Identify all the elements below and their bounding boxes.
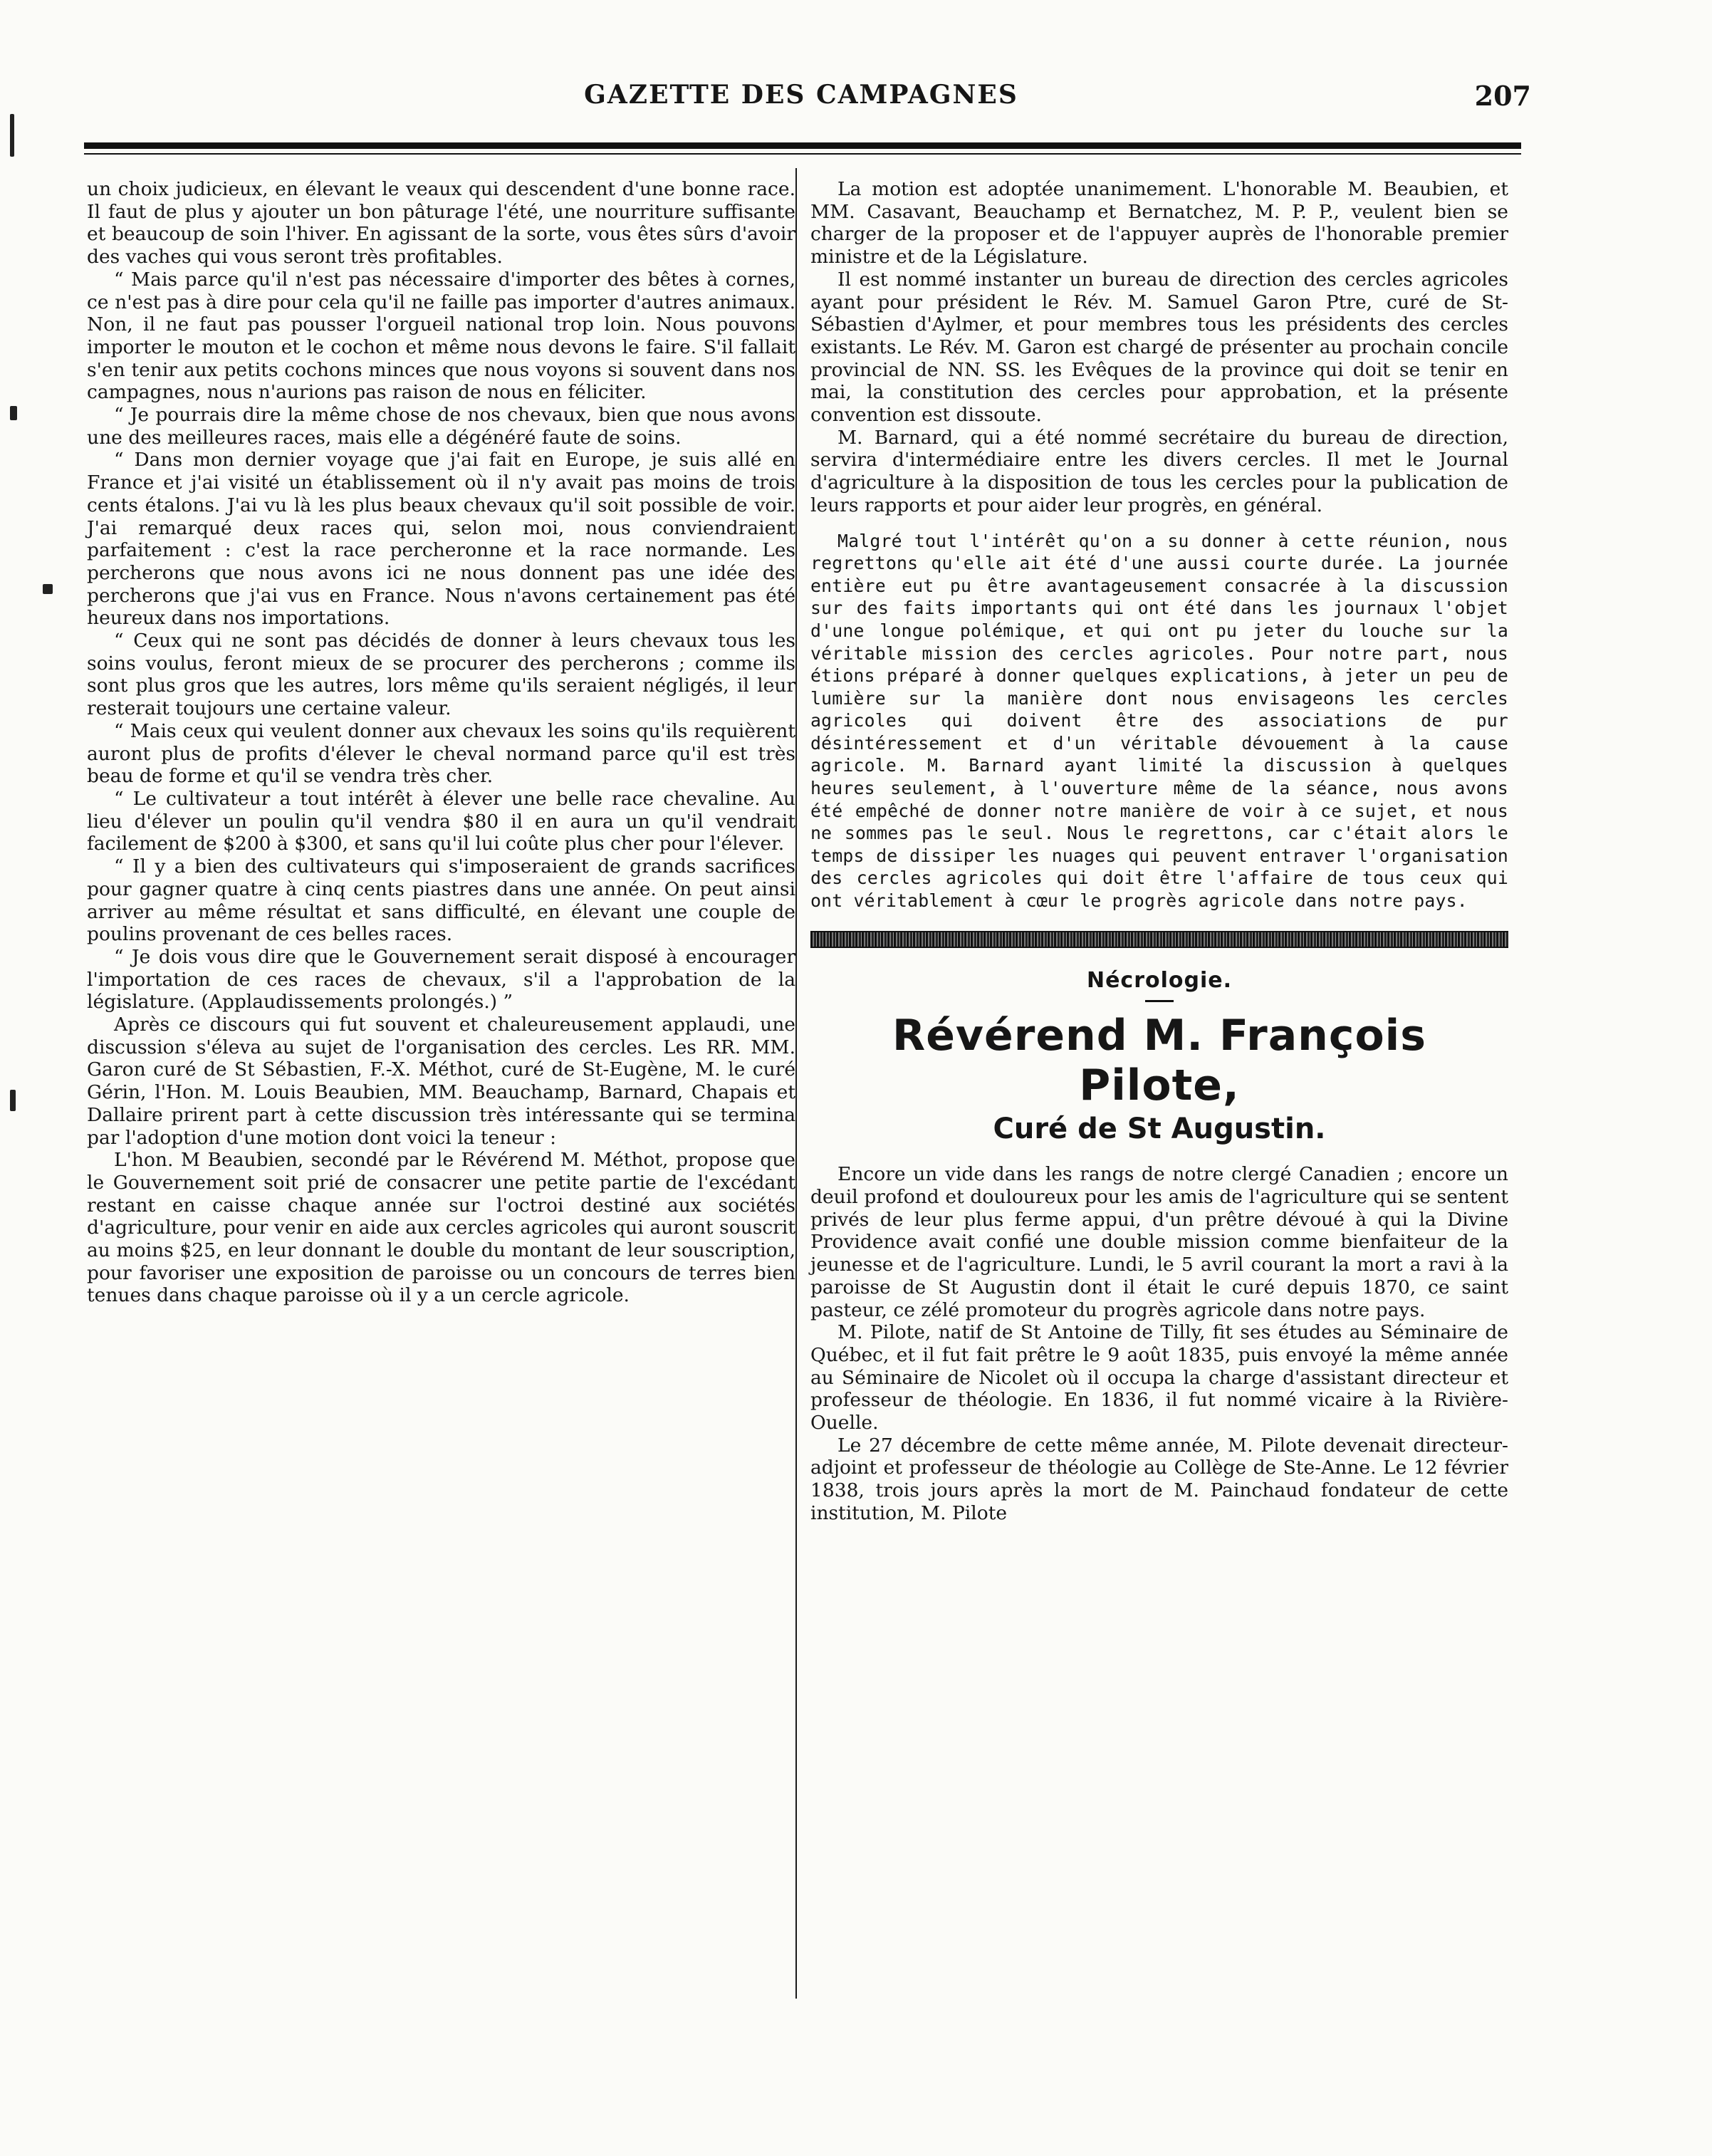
column-separator xyxy=(795,168,797,1999)
paragraph: Encore un vide dans les rangs de notre clergé Canadien ; encore un deuil profond et douloureux pour les amis de l'agriculture qui se sentent privés de leur plus ferme appui, d'un prêtre dévoué à qui la Divine Providence avait confié une double mission comme bienfaiteur de la jeunesse et de l'agriculture. Lundi, le 5 avril courant la mort a ravi à la paroisse de St Augustin dont il était le curé depuis 1870, ce saint pasteur, ce zélé promoteur du progrès agricole dans notre pays. xyxy=(810,1163,1508,1321)
margin-speck xyxy=(10,406,17,420)
paragraph: “ Ceux qui ne sont pas décidés de donner à leurs chevaux tous les soins voulus, feront mieux de se procurer des percherons ; comme ils sont plus gros que les autres, lors même qu'ils seraient négligés, il leur resterait toujours une certaine valeur. xyxy=(87,630,795,720)
paragraph: L'hon. M Beaubien, secondé par le Révérend M. Méthot, propose que le Gouvernement soit prié de consacrer une petite partie de l'excédant restant en caisse chaque année sur l'octroi destiné aux sociétés d'agriculture, pour venir en aide aux cercles agricoles qui auront souscrit au moins $25, en leur donnant le double du montant de leur souscription, pour favoriser une exposition de paroisse ou un concours de terres bien tenues dans chaque paroisse où il y a un cercle agricole. xyxy=(87,1149,795,1307)
newspaper-title: GAZETTE DES CAMPAGNES xyxy=(584,80,1018,110)
paragraph: “ Dans mon dernier voyage que j'ai fait en Europe, je suis allé en France et j'ai visité un établissement où il n'y avait pas moins de trois cents étalons. J'ai vu là les plus beaux chevaux qu'il soit possible de voir. J'ai remarqué deux races qui, selon moi, nous conviendraient parfaitement : c'est la race percheronne et la race normande. Les percherons que nous avons ici ne nous donnent pas une idée des percherons que j'ai vus en France. Nous n'avons certainement pas été heureux dans nos importations. xyxy=(87,449,795,630)
heading-dash xyxy=(1145,1000,1174,1002)
paragraph: “ Je dois vous dire que le Gouvernement serait disposé à encourager l'importation de ces races de chevaux, s'il a l'approbation de la législature. (Applaudissements prolongés.) ” xyxy=(87,945,795,1014)
editorial-commentary: Malgré tout l'intérêt qu'on a su donner à cette réunion, nous regrettons qu'elle ait été d'une aussi courte durée. La journée entière eut pu être avantageusement consacrée à la discussion sur des faits importants qui ont été dans les journaux l'objet d'une longue polémique, et qui ont pu jeter du louche sur la véritable mission des cercles agricoles. Pour notre part, nous étions préparé à donner quelques explications, à jeter un peu de lumière sur la manière dont nous envisageons les cercles agricoles qui doivent être des associations de pur désintéressement et d'un véritable dévouement à la cause agricole. M. Barnard ayant limité la discussion à quelques heures seulement, à l'ouverture même de la séance, nous avons été empêché de donner notre manière de voir à ce sujet, et nous ne sommes pas le seul. Nous le regrettons, car c'était alors le temps de dissiper les nuages qui peuvent entraver l'organisation des cercles agricoles qui doit être l'affaire de tous ceux qui ont véritablement à cœur le progrès agricole dans notre pays. xyxy=(810,530,1508,912)
paragraph: “ Mais parce qu'il n'est pas nécessaire d'importer des bêtes à cornes, ce n'est pas à dire pour cela qu'il ne faille pas importer d'autres animaux. Non, il ne faut pas pousser l'orgueil national trop loin. Nous pouvons importer le mouton et le cochon et même nous devons le faire. S'il fallait s'en tenir aux petits cochons minces que nous voyons si souvent dans nos campagnes, nous n'aurions pas raison de nous en féliciter. xyxy=(87,268,795,404)
paragraph: “ Mais ceux qui veulent donner aux chevaux les soins qu'ils requièrent auront plus de profits d'élever le cheval normand parce qu'il est très beau de forme et qu'il se vendra très cher. xyxy=(87,719,795,788)
page-header xyxy=(85,80,1531,123)
paragraph: “ Je pourrais dire la même chose de nos chevaux, bien que nous avons une des meilleures races, mais elle a dégénéré faute de soins. xyxy=(87,404,795,449)
ornamental-divider xyxy=(810,931,1508,948)
header-rule-thin xyxy=(84,153,1521,155)
right-column xyxy=(810,178,1508,1525)
obituary-subtitle: Curé de St Augustin. xyxy=(993,1113,1326,1146)
paragraph: M. Barnard, qui a été nommé secrétaire du bureau de direction, servira d'intermédiaire entre les divers cercles. Il met le Journal d'agriculture à la disposition de tous les cercles pour la publication de leurs rapports et pour aider leur progrès, en général. xyxy=(810,426,1508,516)
left-column xyxy=(87,178,795,1307)
paragraph: M. Pilote, natif de St Antoine de Tilly, fit ses études au Séminaire de Québec, et il fut fait prêtre le 9 août 1835, puis envoyé la même année au Séminaire de Nicolet où il occupa la charge d'assistant directeur et professeur de théologie. En 1836, il fut nommé vicaire à la Rivière-Ouelle. xyxy=(810,1321,1508,1434)
paragraph: “ Il y a bien des cultivateurs qui s'imposeraient de grands sacrifices pour gagner quatre à cinq cents piastres dans une année. On peut ainsi arriver au même résultat et sans difficulté, en élevant une couple de poulins provenant de ces belles races. xyxy=(87,855,795,946)
section-heading: Nécrologie. xyxy=(1086,967,1233,993)
paragraph: Le 27 décembre de cette même année, M. Pilote devenait directeur-adjoint et professeur de théologie au Collège de Ste-Anne. Le 12 février 1838, trois jours après la mort de M. Painchaud fondateur de cette institution, M. Pilote xyxy=(810,1434,1508,1524)
paragraph: “ Le cultivateur a tout intérêt à élever une belle race chevaline. Au lieu d'élever un poulin qu'il vendra $80 il en aura un qu'il vendrait facilement de $200 à $300, et sans qu'il lui coûte plus cher pour l'élever. xyxy=(87,787,795,855)
paragraph: La motion est adoptée unanimement. L'honorable M. Beaubien, et MM. Casavant, Beauchamp et Bernatchez, M. P. P., veulent bien se charger de la proposer et de l'appuyer auprès de l'honorable premier ministre et de la Législature. xyxy=(810,178,1508,269)
paragraph: Après ce discours qui fut souvent et chaleureusement applaudi, une discussion s'éleva au sujet de l'organisation des cercles. Les RR. MM. Garon curé de St Sébastien, F.-X. Méthot, curé de St-Eugène, M. le curé Gérin, l'Hon. M. Louis Beaubien, MM. Beauchamp, Barnard, Chapais et Dallaire prirent part à cette discussion très intéressante qui se termina par l'adoption d'une motion dont voici la teneur : xyxy=(87,1014,795,1149)
margin-speck xyxy=(10,114,14,157)
paragraph: un choix judicieux, en élevant le veaux qui descendent d'une bonne race. Il faut de plus y ajouter un bon pâturage l'été, une nourriture suffisante et beaucoup de soin l'hiver. En agissant de la sorte, vous êtes sûrs d'avoir des vaches qui vous seront très profitables. xyxy=(87,178,795,269)
header-rule-thick xyxy=(84,142,1521,149)
paragraph: Il est nommé instanter un bureau de direction des cercles agricoles ayant pour président le Rév. M. Samuel Garon Ptre, curé de St-Sébastien d'Aylmer, et pour membres tous les présidents des cercles existants. Le Rév. M. Garon est chargé de présenter au prochain concile provincial de NN. SS. les Evêques de la province qui doit se tenir en mai, la constitution des cercles pour approbation, et la présente convention est dissoute. xyxy=(810,268,1508,427)
margin-speck xyxy=(10,1090,16,1111)
margin-speck xyxy=(43,584,53,594)
obituary-title: Révérend M. François Pilote, xyxy=(892,1011,1426,1111)
page-number: 207 xyxy=(1474,80,1531,112)
